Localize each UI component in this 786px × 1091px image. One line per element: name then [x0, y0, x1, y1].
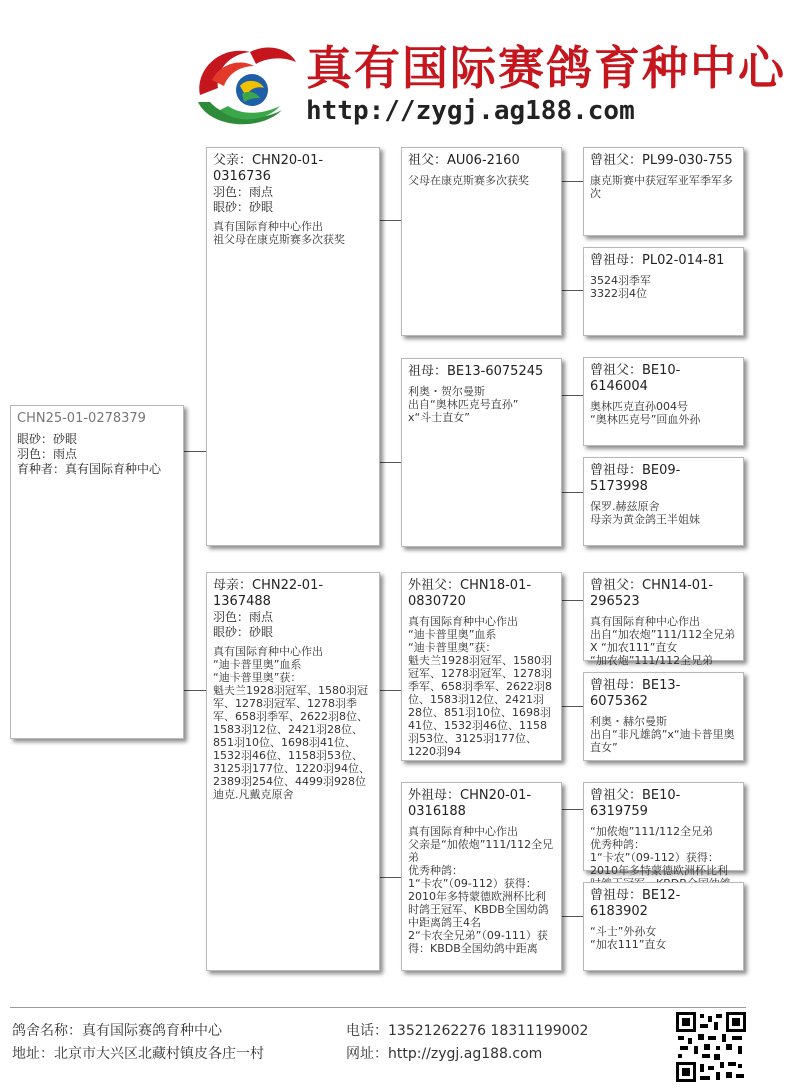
great-grandparent-card-7[interactable] — [583, 782, 744, 877]
subject-card[interactable] — [10, 405, 184, 739]
great-grandparent-card-5[interactable] — [583, 572, 744, 667]
grandsire-paternal-card[interactable] — [401, 147, 562, 336]
grandsire-maternal-card[interactable] — [401, 572, 562, 761]
granddam-maternal-label: 外祖母：CHN20-01-0316188 — [408, 788, 532, 819]
great-grandparent-label-8: 曾祖母：BE12-6183902 — [590, 888, 681, 919]
sire-card[interactable] — [206, 147, 380, 546]
connector-gs-g2 — [562, 290, 583, 291]
great-grandparent-note-2: 3524羽季军 3322羽4位 — [590, 274, 651, 300]
granddam-maternal-note: 真有国际育种中心作出 父亲是“加侬炮”111/112全兄弟 优秀种鸽： 1“卡农”（09-112）获得：2010年多特蒙德欧洲杯比利时鸽王冠军、KBDB全国幼鸽中距离鸽王4名 2“卡农全兄弟”（09-111）获得：KBDB全国幼鸽中距离 — [408, 825, 554, 955]
grandsire-paternal-note: 父母在康克斯赛多次获奖 — [408, 174, 529, 187]
great-grandparent-note-3: 奥林匹克直孙004号 “奥林匹克号”回血外孙 — [590, 400, 701, 426]
connector-md-g7 — [562, 809, 583, 810]
subject-breeder: 育种者：真有国际育种中心 — [17, 462, 162, 476]
great-grandparent-note-1: 康克斯赛中获冠军亚军季军多次 — [590, 174, 733, 200]
great-grandparent-label-5: 曾祖父：CHN14-01-296523 — [590, 578, 714, 609]
subject-eye: 眼砂：砂眼 — [17, 432, 78, 446]
grandsire-paternal-label: 祖父：AU06-2160 — [408, 153, 520, 168]
connector-md-g8 — [562, 916, 583, 917]
great-grandparent-card-1[interactable] — [583, 147, 744, 236]
connector-gd-g4 — [562, 492, 583, 493]
footer-loft-name: 鸽舍名称：真有国际赛鸽育种中心 — [12, 1023, 222, 1039]
granddam-paternal-card[interactable] — [401, 358, 562, 547]
connector-sire-gd — [379, 462, 401, 463]
sire-eye: 眼砂：砂眼 — [213, 200, 274, 214]
great-grandparent-note-7: “加侬炮”111/112全兄弟 优秀种鸽： 1“卡农”（09-112）获得：2010年多特蒙德欧洲杯比利 — [590, 825, 728, 877]
subject-ring: CHN25-01-0278379 — [17, 411, 146, 426]
great-grandparent-card-4[interactable] — [583, 457, 744, 546]
sire-color: 羽色：雨点 — [213, 185, 274, 199]
connector-subject-sire — [184, 451, 206, 452]
granddam-maternal-card[interactable] — [401, 782, 562, 971]
qr-code-icon — [676, 1012, 746, 1082]
great-grandparent-label-6: 曾祖母：BE13-6075362 — [590, 678, 681, 709]
connector-dam-ms — [379, 690, 401, 691]
footer-website[interactable]: 网址：http://zygj.ag188.com — [346, 1046, 543, 1062]
connector-sire-gs — [379, 220, 401, 221]
footer-divider — [10, 1007, 746, 1008]
dam-eye: 眼砂：砂眼 — [213, 625, 274, 639]
great-grandparent-label-3: 曾祖父：BE10-6146004 — [590, 363, 681, 394]
subject-color: 羽色：雨点 — [17, 447, 78, 461]
brand-url[interactable]: http://zygj.ag188.com — [306, 96, 635, 126]
great-grandparent-label-4: 曾祖母：BE09-5173998 — [590, 463, 681, 494]
grandsire-maternal-label: 外祖父：CHN18-01-0830720 — [408, 578, 532, 609]
dam-note: 真有国际育种中心作出 “迪卡普里奥”血系 “迪卡普里奥”获： 魁夫兰1928羽冠军、1580羽冠军、1278羽冠军、1278羽季军、658羽季军、2622羽8位、1583羽12位、2421羽28位、851羽10位、1698羽41位、1532羽46位、1158羽53位、3125羽177位、1220羽94位、2389羽254位、4499羽928位 迪克.凡戴克原舍 — [213, 645, 370, 801]
connector-gs-g1 — [562, 181, 583, 182]
great-grandparent-card-2[interactable] — [583, 247, 744, 336]
great-grandparent-note-4: 保罗.赫兹原舍 母亲为黄金鸽王半姐妹 — [590, 500, 700, 526]
sire-label: 父亲：CHN20-01-0316736 — [213, 153, 324, 184]
connector-subject-dam — [184, 690, 206, 691]
great-grandparent-note-5: 真有国际育种中心作出 出自“加农炮”111/112全兄弟 X “加农111”直女 “加农炮”111/112全兄弟 — [590, 615, 736, 667]
connector-gd-g3 — [562, 395, 583, 396]
connector-ms-g5 — [562, 600, 583, 601]
granddam-paternal-label: 祖母：BE13-6075245 — [408, 364, 544, 379]
great-grandparent-card-8[interactable] — [583, 882, 744, 971]
great-grandparent-note-6: 利奥・赫尔曼斯 出自“非凡雄鸽”x“迪卡普里奥直女” — [590, 715, 735, 754]
logo-icon — [190, 40, 300, 130]
grandsire-maternal-note: 真有国际育种中心作出 “迪卡普里奥”血系 “迪卡普里奥”获： 魁夫兰1928羽冠军、1580羽冠军、1278羽冠军、1278羽季军、658羽季军、2622羽8位、1583羽12位、2421羽28位、851羽10位、1698羽41位、1532羽46位、1158羽53位、3125羽177位、1220羽94 — [408, 615, 552, 758]
footer-phone: 电话：13521262276 18311199002 — [346, 1023, 589, 1039]
granddam-paternal-note: 利奥・贺尔曼斯 出自“奥林匹克号直孙” x“斗士直女” — [408, 385, 519, 424]
dam-card[interactable] — [206, 572, 380, 971]
great-grandparent-note-8: “斗士”外孙女 “加农111”直女 — [590, 925, 667, 951]
dam-label: 母亲：CHN22-01-1367488 — [213, 578, 324, 609]
connector-ms-g6 — [562, 706, 583, 707]
dam-color: 羽色：雨点 — [213, 610, 274, 624]
brand-title: 真有国际赛鸽育种中心 — [306, 41, 786, 95]
great-grandparent-label-1: 曾祖父：PL99-030-755 — [590, 153, 733, 168]
connector-dam-md — [379, 877, 401, 878]
great-grandparent-label-2: 曾祖母：PL02-014-81 — [590, 253, 725, 268]
great-grandparent-card-3[interactable] — [583, 357, 744, 446]
sire-note: 真有国际育种中心作出 祖父母在康克斯赛多次获奖 — [213, 220, 345, 246]
footer-address: 地址：北京市大兴区北藏村镇皮各庄一村 — [12, 1046, 264, 1062]
great-grandparent-label-7: 曾祖父：BE10-6319759 — [590, 788, 681, 819]
great-grandparent-card-6[interactable] — [583, 672, 744, 761]
